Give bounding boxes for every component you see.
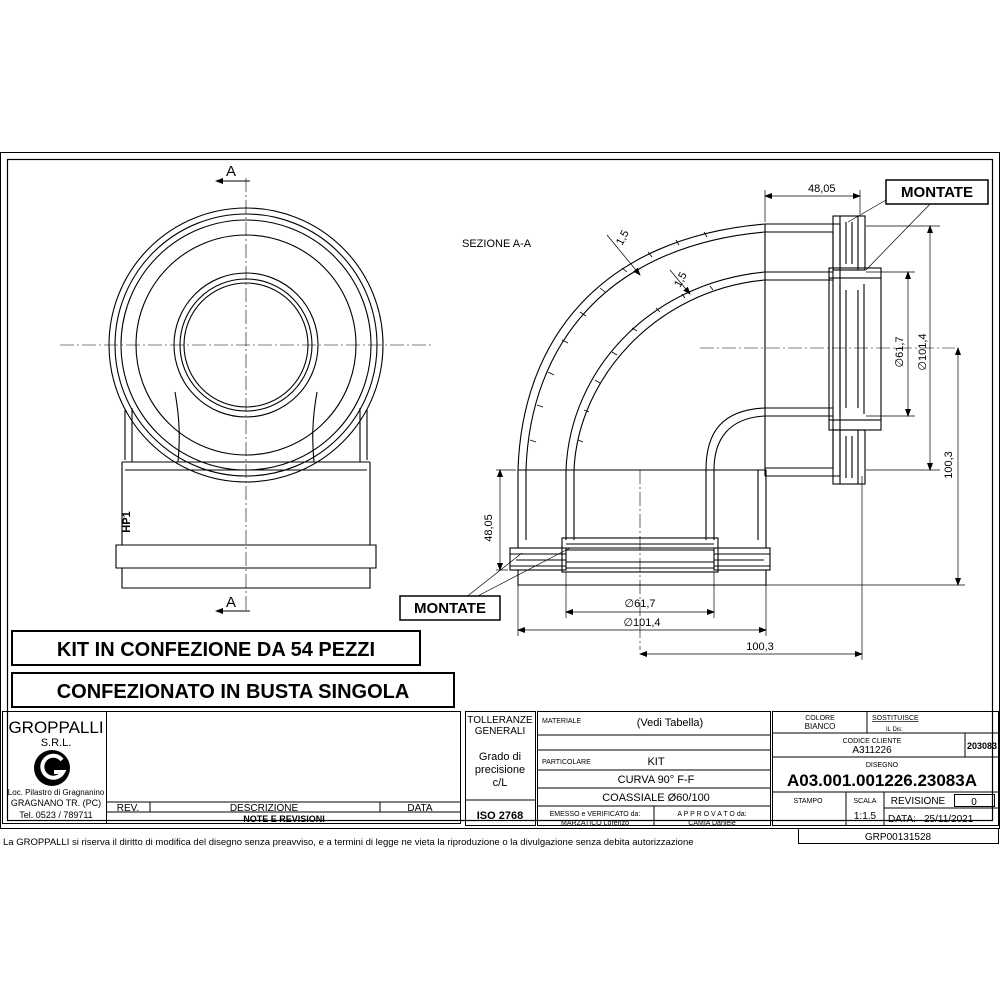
material-block — [542, 717, 747, 827]
color-value: BIANCO — [804, 722, 836, 731]
svg-text:COLORE: COLORE — [805, 715, 835, 722]
svg-text:A: A — [226, 163, 237, 180]
svg-text:SCALA: SCALA — [853, 798, 877, 805]
client-code: A311226 — [852, 745, 892, 756]
svg-text:MONTATE: MONTATE — [901, 184, 973, 201]
revision-value: 0 — [971, 797, 977, 808]
dim-inner-d-bottom: ∅61,7 — [624, 598, 656, 610]
company-address2: GRAGNANO TR. (PC) — [10, 798, 102, 808]
company-phone: Tel. 0523 / 789711 — [19, 810, 93, 820]
part-line2: CURVA 90° F-F — [617, 774, 695, 786]
company-logo-icon — [34, 750, 70, 786]
svg-text:PARTICOLARE: PARTICOLARE — [542, 759, 591, 766]
ref-code: 203083 — [966, 741, 998, 751]
montate-label-bottom — [400, 596, 500, 620]
svg-text:A: A — [226, 594, 237, 611]
svg-text:DATA:: DATA: — [888, 814, 916, 825]
dimension-lines — [465, 190, 965, 660]
svg-text:GENERALI: GENERALI — [474, 726, 526, 737]
svg-text:CODICE CLIENTE: CODICE CLIENTE — [842, 738, 902, 745]
issued-by: MARZATICO Lorenzo — [561, 820, 629, 827]
tolerances-block — [467, 715, 533, 822]
rev-col-rev: REV. — [116, 803, 140, 814]
part-line3: COASSIALE Ø60/100 — [602, 792, 710, 804]
dim-left-length: 48,05 — [483, 514, 495, 542]
svg-text:EMESSO e VERIFICATO da:: EMESSO e VERIFICATO da: — [549, 811, 641, 818]
dim-wall-2: 1,5 — [672, 270, 690, 290]
grp-code: GRP00131528 — [864, 832, 932, 843]
approved-by: CAMIA Daniele — [688, 820, 736, 827]
company-block — [8, 718, 105, 820]
company-address1: Loc. Pilastro di Gragnanino — [7, 788, 105, 797]
svg-text:precisione: precisione — [474, 764, 526, 776]
svg-text:IL Dis:: IL Dis: — [886, 727, 903, 733]
svg-text:TOLLERANZE: TOLLERANZE — [467, 715, 533, 726]
section-view — [510, 216, 881, 585]
scale-value: 1:1.5 — [853, 811, 877, 822]
front-view — [60, 178, 432, 610]
company-legal: S.R.L. — [40, 737, 72, 749]
drawing-number: A03.001.001226.23083A — [787, 771, 977, 790]
svg-text:MATERIALE: MATERIALE — [542, 718, 582, 725]
rev-footer: NOTE E REVISIONI — [243, 814, 325, 824]
dim-inner-d-right: ∅61,7 — [894, 336, 906, 368]
svg-text:REVISIONE: REVISIONE — [890, 796, 946, 807]
disclaimer: La GROPPALLI si riserva il diritto di modifica del disegno senza preavviso, e a termini di legge ne vieta la riproduzione o la divulgazione senza debita autorizzazione — [3, 837, 694, 848]
iso-standard: ISO 2768 — [476, 810, 524, 822]
rev-col-desc: DESCRIZIONE — [229, 803, 299, 814]
date-value: 25/11/2021 — [924, 814, 974, 825]
svg-text:DISEGNO: DISEGNO — [865, 762, 899, 769]
rev-col-date: DATA — [407, 803, 433, 814]
svg-text:KIT IN CONFEZIONE DA 54 PEZZI: KIT IN CONFEZIONE DA 54 PEZZI — [56, 639, 376, 661]
svg-text:MONTATE: MONTATE — [414, 600, 486, 617]
svg-text:CONFEZIONATO IN BUSTA SINGOLA: CONFEZIONATO IN BUSTA SINGOLA — [56, 681, 410, 703]
svg-text:Grado di: Grado di — [478, 751, 522, 763]
section-mark-top — [216, 163, 250, 181]
dimension-texts — [483, 183, 955, 653]
svg-text:STAMPO: STAMPO — [793, 798, 823, 805]
montate-label-top — [886, 180, 988, 204]
section-mark-bottom — [216, 594, 250, 611]
note-packed — [12, 673, 454, 707]
svg-text:c/L: c/L — [492, 777, 508, 789]
company-name: GROPPALLI — [8, 718, 104, 737]
section-label: SEZIONE A-A — [462, 238, 532, 250]
dim-height-right: 100,3 — [943, 451, 955, 479]
svg-text:SOSTITUISCE: SOSTITUISCE — [872, 715, 919, 722]
title-block-right — [787, 715, 997, 843]
dim-wall-1: 1,5 — [614, 228, 632, 248]
dim-outer-d-bottom: ∅101,4 — [623, 617, 661, 629]
dim-width-bottom: 100,3 — [746, 641, 774, 653]
material-value: (Vedi Tabella) — [636, 717, 704, 729]
part-marking: HP1 — [121, 511, 133, 533]
svg-text:A P P R O V A T O da:: A P P R O V A T O da: — [677, 811, 747, 818]
part-line1: KIT — [647, 756, 665, 768]
note-kit — [12, 631, 420, 665]
dim-top-length: 48,05 — [808, 183, 836, 195]
dim-outer-d-right: ∅101,4 — [917, 333, 929, 371]
